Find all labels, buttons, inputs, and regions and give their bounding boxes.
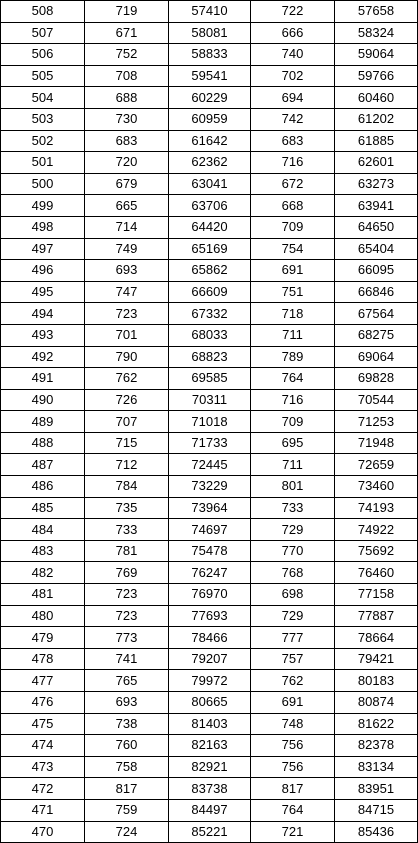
- cumulative-a-cell: 82921: [169, 756, 251, 778]
- table-row: [1, 540, 418, 562]
- table-row: [1, 44, 418, 66]
- table-row: [1, 1, 418, 23]
- table-row: [1, 713, 418, 735]
- count-a-cell: 683: [85, 130, 169, 152]
- count-a-cell: 730: [85, 108, 169, 130]
- count-a-cell: 719: [85, 1, 169, 23]
- count-b-cell: 756: [251, 735, 335, 757]
- count-a-cell: 769: [85, 562, 169, 584]
- count-a-cell: 712: [85, 454, 169, 476]
- score-cell: 491: [1, 368, 85, 390]
- cumulative-a-cell: 72445: [169, 454, 251, 476]
- count-b-cell: 789: [251, 346, 335, 368]
- cumulative-b-cell: 66846: [335, 281, 418, 303]
- cumulative-a-cell: 84497: [169, 799, 251, 821]
- cumulative-a-cell: 63706: [169, 195, 251, 217]
- count-a-cell: 715: [85, 432, 169, 454]
- count-a-cell: 724: [85, 821, 169, 843]
- cumulative-a-cell: 81403: [169, 713, 251, 735]
- count-b-cell: 666: [251, 22, 335, 44]
- count-a-cell: 758: [85, 756, 169, 778]
- score-cell: 477: [1, 670, 85, 692]
- count-b-cell: 729: [251, 519, 335, 541]
- count-b-cell: 722: [251, 1, 335, 23]
- score-cell: 470: [1, 821, 85, 843]
- count-a-cell: 723: [85, 303, 169, 325]
- cumulative-b-cell: 70544: [335, 389, 418, 411]
- cumulative-b-cell: 57658: [335, 1, 418, 23]
- count-b-cell: 756: [251, 756, 335, 778]
- cumulative-b-cell: 80874: [335, 692, 418, 714]
- count-a-cell: 749: [85, 238, 169, 260]
- count-b-cell: 691: [251, 260, 335, 282]
- cumulative-a-cell: 65862: [169, 260, 251, 282]
- count-b-cell: 740: [251, 44, 335, 66]
- count-b-cell: 733: [251, 497, 335, 519]
- table-row: [1, 432, 418, 454]
- cumulative-b-cell: 67564: [335, 303, 418, 325]
- count-b-cell: 716: [251, 389, 335, 411]
- table-row: [1, 670, 418, 692]
- cumulative-b-cell: 61885: [335, 130, 418, 152]
- cumulative-a-cell: 79972: [169, 670, 251, 692]
- table-row: [1, 216, 418, 238]
- score-cell: 505: [1, 65, 85, 87]
- cumulative-a-cell: 78466: [169, 627, 251, 649]
- table-row: [1, 584, 418, 606]
- score-cell: 492: [1, 346, 85, 368]
- count-a-cell: 714: [85, 216, 169, 238]
- cumulative-b-cell: 75692: [335, 540, 418, 562]
- score-cell: 508: [1, 1, 85, 23]
- count-b-cell: 721: [251, 821, 335, 843]
- cumulative-a-cell: 75478: [169, 540, 251, 562]
- cumulative-b-cell: 72659: [335, 454, 418, 476]
- cumulative-b-cell: 65404: [335, 238, 418, 260]
- score-cell: 486: [1, 476, 85, 498]
- score-cell: 478: [1, 648, 85, 670]
- table-row: [1, 648, 418, 670]
- score-cell: 488: [1, 432, 85, 454]
- score-cell: 494: [1, 303, 85, 325]
- score-cell: 507: [1, 22, 85, 44]
- count-a-cell: 701: [85, 324, 169, 346]
- cumulative-b-cell: 85436: [335, 821, 418, 843]
- table-row: [1, 389, 418, 411]
- table-row: [1, 303, 418, 325]
- cumulative-a-cell: 62362: [169, 152, 251, 174]
- cumulative-b-cell: 63941: [335, 195, 418, 217]
- cumulative-a-cell: 76970: [169, 584, 251, 606]
- table-row: [1, 22, 418, 44]
- cumulative-b-cell: 58324: [335, 22, 418, 44]
- count-a-cell: 679: [85, 173, 169, 195]
- cumulative-b-cell: 69828: [335, 368, 418, 390]
- cumulative-b-cell: 76460: [335, 562, 418, 584]
- table-row: [1, 195, 418, 217]
- score-cell: 500: [1, 173, 85, 195]
- score-cell: 503: [1, 108, 85, 130]
- count-b-cell: 718: [251, 303, 335, 325]
- table-row: [1, 454, 418, 476]
- table-row: [1, 497, 418, 519]
- cumulative-b-cell: 74193: [335, 497, 418, 519]
- count-b-cell: 754: [251, 238, 335, 260]
- score-cell: 473: [1, 756, 85, 778]
- cumulative-b-cell: 68275: [335, 324, 418, 346]
- cumulative-b-cell: 82378: [335, 735, 418, 757]
- count-b-cell: 757: [251, 648, 335, 670]
- cumulative-a-cell: 71018: [169, 411, 251, 433]
- table-row: [1, 605, 418, 627]
- cumulative-b-cell: 74922: [335, 519, 418, 541]
- score-cell: 504: [1, 87, 85, 109]
- table-row: [1, 821, 418, 843]
- cumulative-a-cell: 77693: [169, 605, 251, 627]
- count-a-cell: 693: [85, 260, 169, 282]
- table-row: [1, 368, 418, 390]
- score-cell: 472: [1, 778, 85, 800]
- count-a-cell: 765: [85, 670, 169, 692]
- table-row: [1, 324, 418, 346]
- count-b-cell: 711: [251, 324, 335, 346]
- table-row: [1, 756, 418, 778]
- table-row: [1, 87, 418, 109]
- count-b-cell: 694: [251, 87, 335, 109]
- count-a-cell: 741: [85, 648, 169, 670]
- score-cell: 506: [1, 44, 85, 66]
- score-cell: 471: [1, 799, 85, 821]
- cumulative-b-cell: 77887: [335, 605, 418, 627]
- table-row: [1, 260, 418, 282]
- count-a-cell: 784: [85, 476, 169, 498]
- count-b-cell: 762: [251, 670, 335, 692]
- score-cell: 499: [1, 195, 85, 217]
- count-a-cell: 671: [85, 22, 169, 44]
- count-a-cell: 726: [85, 389, 169, 411]
- count-b-cell: 691: [251, 692, 335, 714]
- count-b-cell: 817: [251, 778, 335, 800]
- score-cell: 493: [1, 324, 85, 346]
- score-cell: 497: [1, 238, 85, 260]
- cumulative-b-cell: 71948: [335, 432, 418, 454]
- count-a-cell: 665: [85, 195, 169, 217]
- count-b-cell: 777: [251, 627, 335, 649]
- table-row: [1, 799, 418, 821]
- cumulative-a-cell: 70311: [169, 389, 251, 411]
- cumulative-a-cell: 76247: [169, 562, 251, 584]
- score-cell: 481: [1, 584, 85, 606]
- cumulative-b-cell: 63273: [335, 173, 418, 195]
- cumulative-a-cell: 64420: [169, 216, 251, 238]
- score-cell: 480: [1, 605, 85, 627]
- score-cell: 495: [1, 281, 85, 303]
- cumulative-b-cell: 78664: [335, 627, 418, 649]
- table-row: [1, 519, 418, 541]
- count-a-cell: 773: [85, 627, 169, 649]
- count-b-cell: 709: [251, 411, 335, 433]
- cumulative-a-cell: 58833: [169, 44, 251, 66]
- cumulative-a-cell: 80665: [169, 692, 251, 714]
- score-cell: 485: [1, 497, 85, 519]
- count-b-cell: 698: [251, 584, 335, 606]
- count-a-cell: 762: [85, 368, 169, 390]
- cumulative-b-cell: 83951: [335, 778, 418, 800]
- cumulative-a-cell: 82163: [169, 735, 251, 757]
- count-b-cell: 716: [251, 152, 335, 174]
- count-b-cell: 770: [251, 540, 335, 562]
- cumulative-b-cell: 62601: [335, 152, 418, 174]
- table-row: [1, 778, 418, 800]
- cumulative-b-cell: 66095: [335, 260, 418, 282]
- count-a-cell: 738: [85, 713, 169, 735]
- cumulative-b-cell: 77158: [335, 584, 418, 606]
- score-cell: 502: [1, 130, 85, 152]
- count-a-cell: 708: [85, 65, 169, 87]
- cumulative-b-cell: 84715: [335, 799, 418, 821]
- table-row: [1, 238, 418, 260]
- count-a-cell: 733: [85, 519, 169, 541]
- score-cell: 498: [1, 216, 85, 238]
- table-row: [1, 108, 418, 130]
- cumulative-b-cell: 59064: [335, 44, 418, 66]
- cumulative-a-cell: 60229: [169, 87, 251, 109]
- cumulative-b-cell: 60460: [335, 87, 418, 109]
- cumulative-a-cell: 73964: [169, 497, 251, 519]
- cumulative-b-cell: 64650: [335, 216, 418, 238]
- table-row: [1, 130, 418, 152]
- cumulative-a-cell: 63041: [169, 173, 251, 195]
- cumulative-b-cell: 81622: [335, 713, 418, 735]
- score-cell: 487: [1, 454, 85, 476]
- cumulative-b-cell: 79421: [335, 648, 418, 670]
- score-cell: 490: [1, 389, 85, 411]
- cumulative-b-cell: 80183: [335, 670, 418, 692]
- table-row: [1, 692, 418, 714]
- count-b-cell: 729: [251, 605, 335, 627]
- table-row: [1, 281, 418, 303]
- count-b-cell: 672: [251, 173, 335, 195]
- cumulative-a-cell: 69585: [169, 368, 251, 390]
- count-a-cell: 723: [85, 584, 169, 606]
- table-row: [1, 735, 418, 757]
- score-cell: 483: [1, 540, 85, 562]
- count-b-cell: 709: [251, 216, 335, 238]
- cumulative-a-cell: 57410: [169, 1, 251, 23]
- cumulative-b-cell: 83134: [335, 756, 418, 778]
- table-row: [1, 562, 418, 584]
- cumulative-a-cell: 68033: [169, 324, 251, 346]
- count-b-cell: 702: [251, 65, 335, 87]
- cumulative-a-cell: 68823: [169, 346, 251, 368]
- table-row: [1, 65, 418, 87]
- count-b-cell: 668: [251, 195, 335, 217]
- count-a-cell: 688: [85, 87, 169, 109]
- cumulative-a-cell: 85221: [169, 821, 251, 843]
- score-cell: 501: [1, 152, 85, 174]
- cumulative-b-cell: 61202: [335, 108, 418, 130]
- score-cell: 476: [1, 692, 85, 714]
- cumulative-a-cell: 65169: [169, 238, 251, 260]
- count-b-cell: 711: [251, 454, 335, 476]
- score-cell: 475: [1, 713, 85, 735]
- count-a-cell: 759: [85, 799, 169, 821]
- count-a-cell: 790: [85, 346, 169, 368]
- count-a-cell: 817: [85, 778, 169, 800]
- table-row: [1, 346, 418, 368]
- count-a-cell: 781: [85, 540, 169, 562]
- cumulative-a-cell: 58081: [169, 22, 251, 44]
- table-row: [1, 411, 418, 433]
- count-b-cell: 695: [251, 432, 335, 454]
- cumulative-a-cell: 60959: [169, 108, 251, 130]
- cumulative-a-cell: 61642: [169, 130, 251, 152]
- count-b-cell: 683: [251, 130, 335, 152]
- score-cell: 496: [1, 260, 85, 282]
- table-row: [1, 627, 418, 649]
- count-b-cell: 768: [251, 562, 335, 584]
- cumulative-a-cell: 71733: [169, 432, 251, 454]
- score-cell: 474: [1, 735, 85, 757]
- count-a-cell: 747: [85, 281, 169, 303]
- count-a-cell: 707: [85, 411, 169, 433]
- count-b-cell: 764: [251, 368, 335, 390]
- count-b-cell: 742: [251, 108, 335, 130]
- cumulative-a-cell: 66609: [169, 281, 251, 303]
- count-a-cell: 735: [85, 497, 169, 519]
- cumulative-a-cell: 73229: [169, 476, 251, 498]
- count-a-cell: 752: [85, 44, 169, 66]
- cumulative-a-cell: 74697: [169, 519, 251, 541]
- cumulative-a-cell: 67332: [169, 303, 251, 325]
- count-a-cell: 720: [85, 152, 169, 174]
- count-b-cell: 748: [251, 713, 335, 735]
- cumulative-a-cell: 59541: [169, 65, 251, 87]
- table-row: [1, 476, 418, 498]
- cumulative-b-cell: 71253: [335, 411, 418, 433]
- cumulative-a-cell: 83738: [169, 778, 251, 800]
- cumulative-b-cell: 69064: [335, 346, 418, 368]
- count-b-cell: 764: [251, 799, 335, 821]
- cumulative-b-cell: 73460: [335, 476, 418, 498]
- count-a-cell: 693: [85, 692, 169, 714]
- score-cell: 489: [1, 411, 85, 433]
- score-table-body: [1, 1, 418, 843]
- cumulative-a-cell: 79207: [169, 648, 251, 670]
- score-cell: 482: [1, 562, 85, 584]
- cumulative-b-cell: 59766: [335, 65, 418, 87]
- count-a-cell: 760: [85, 735, 169, 757]
- score-cell: 484: [1, 519, 85, 541]
- count-a-cell: 723: [85, 605, 169, 627]
- table-row: [1, 173, 418, 195]
- table-row: [1, 152, 418, 174]
- count-b-cell: 751: [251, 281, 335, 303]
- count-b-cell: 801: [251, 476, 335, 498]
- score-cell: 479: [1, 627, 85, 649]
